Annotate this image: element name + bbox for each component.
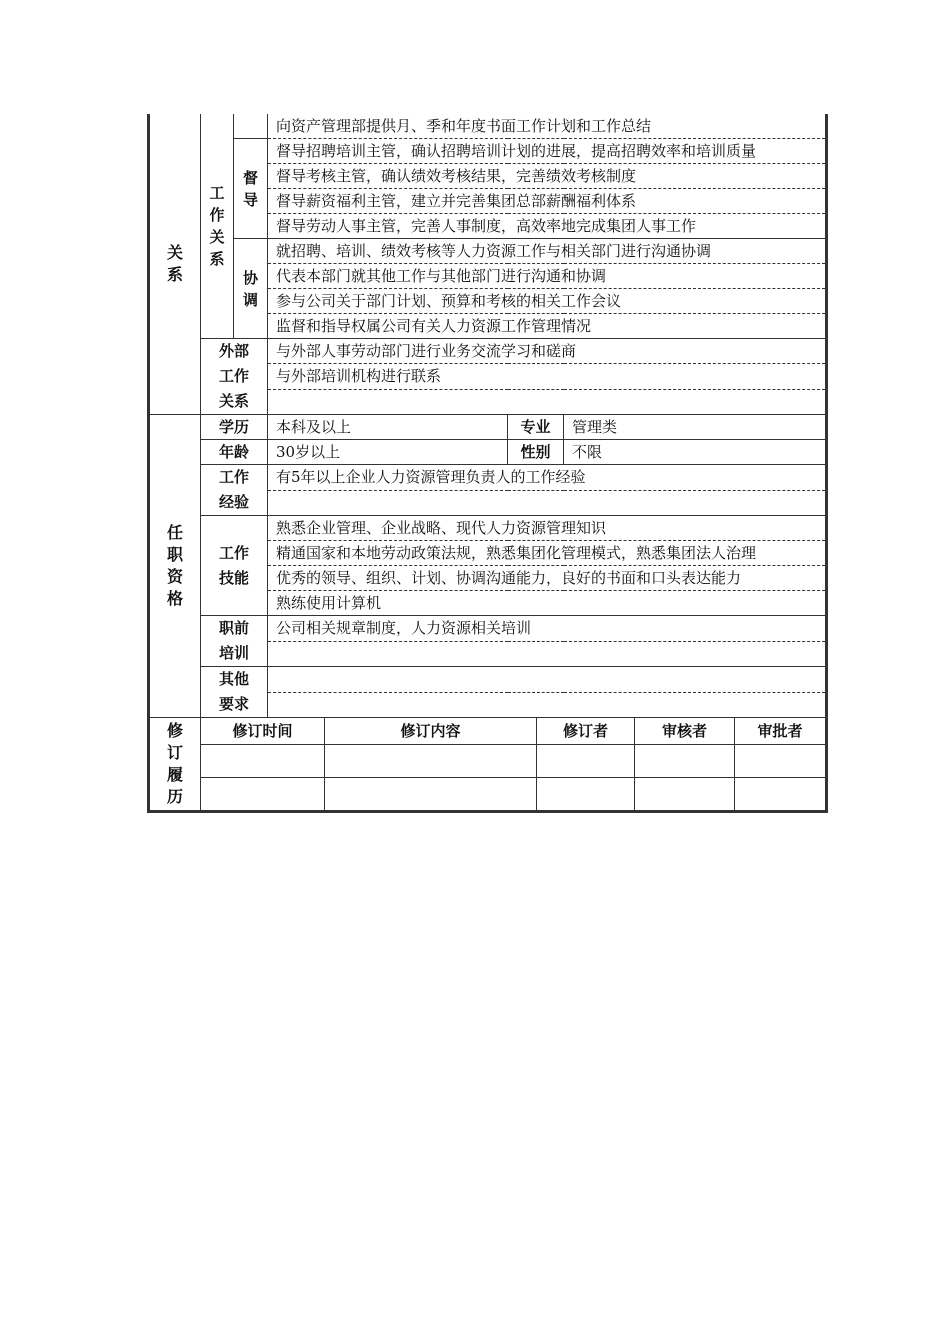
report-row: 向资产管理部提供月、季和年度书面工作计划和工作总结 xyxy=(268,114,827,139)
revision-cell xyxy=(735,778,827,812)
revision-cell xyxy=(537,778,635,812)
revision-cell xyxy=(325,778,537,812)
supervise-item: 督导招聘培训主管，确认招聘培训计划的进展，提高招聘效率和培训质量 xyxy=(268,139,827,164)
experience-label: 工作经验 xyxy=(201,465,268,516)
revision-cell xyxy=(635,778,735,812)
external-item: 与外部培训机构进行联系 xyxy=(268,364,827,389)
skill-item: 熟悉企业管理、企业战略、现代人力资源管理知识 xyxy=(268,516,827,541)
training-item: 公司相关规章制度，人力资源相关培训 xyxy=(268,616,827,642)
experience-item: 有5年以上企业人力资源管理负责人的工作经验 xyxy=(268,465,827,491)
qualifications-section-label: 任职资格 xyxy=(149,415,201,718)
revision-cell xyxy=(325,745,537,778)
education-value: 本科及以上 xyxy=(268,415,508,440)
supervise-item: 督导劳动人事主管，完善人事制度，高效率地完成集团人事工作 xyxy=(268,214,827,239)
coordinate-label: 协调 xyxy=(234,239,268,339)
coordinate-item: 监督和指导权属公司有关人力资源工作管理情况 xyxy=(268,314,827,339)
training-label: 职前培训 xyxy=(201,616,268,667)
age-label: 年龄 xyxy=(201,440,268,465)
other-item xyxy=(268,692,827,718)
revision-header-approver: 审批者 xyxy=(735,718,827,745)
coordinate-item: 代表本部门就其他工作与其他部门进行沟通和协调 xyxy=(268,264,827,289)
revision-cell xyxy=(635,745,735,778)
job-description-sheet xyxy=(147,114,825,813)
training-item xyxy=(268,641,827,667)
supervise-label: 督导 xyxy=(234,139,268,239)
revision-row xyxy=(149,745,827,778)
major-value: 管理类 xyxy=(564,415,827,440)
supervise-item: 督导考核主管，确认绩效考核结果，完善绩效考核制度 xyxy=(268,164,827,189)
relations-section-label: 关系 xyxy=(149,114,201,415)
major-label: 专业 xyxy=(508,415,564,440)
work-relations-label: 工作关系 xyxy=(201,114,234,339)
job-description-table xyxy=(147,114,828,718)
education-label: 学历 xyxy=(201,415,268,440)
gender-label: 性别 xyxy=(508,440,564,465)
other-item xyxy=(268,667,827,693)
skills-label: 工作技能 xyxy=(201,516,268,616)
age-value: 30岁以上 xyxy=(268,440,508,465)
gender-value: 不限 xyxy=(564,440,827,465)
revision-section-label: 修订履历 xyxy=(149,718,201,812)
external-relations-label: 外部工作关系 xyxy=(201,339,268,415)
external-item: 与外部人事劳动部门进行业务交流学习和磋商 xyxy=(268,339,827,364)
revision-cell xyxy=(201,778,325,812)
revision-header-content: 修订内容 xyxy=(325,718,537,745)
other-requirements-label: 其他要求 xyxy=(201,667,268,718)
skill-item: 精通国家和本地劳动政策法规，熟悉集团化管理模式，熟悉集团法人治理 xyxy=(268,541,827,566)
revision-history-table xyxy=(147,718,828,813)
revision-cell xyxy=(735,745,827,778)
revision-header-time: 修订时间 xyxy=(201,718,325,745)
revision-row xyxy=(149,778,827,812)
revision-header-reviser: 修订者 xyxy=(537,718,635,745)
experience-item xyxy=(268,490,827,516)
skill-item: 优秀的领导、组织、计划、协调沟通能力，良好的书面和口头表达能力 xyxy=(268,566,827,591)
skill-item: 熟练使用计算机 xyxy=(268,591,827,616)
revision-cell xyxy=(201,745,325,778)
blank-subcategory-cell xyxy=(234,114,268,139)
revision-cell xyxy=(537,745,635,778)
coordinate-item: 就招聘、培训、绩效考核等人力资源工作与相关部门进行沟通协调 xyxy=(268,239,827,264)
coordinate-item: 参与公司关于部门计划、预算和考核的相关工作会议 xyxy=(268,289,827,314)
revision-header-reviewer: 审核者 xyxy=(635,718,735,745)
external-item xyxy=(268,389,827,414)
supervise-item: 督导薪资福利主管，建立并完善集团总部薪酬福利体系 xyxy=(268,189,827,214)
